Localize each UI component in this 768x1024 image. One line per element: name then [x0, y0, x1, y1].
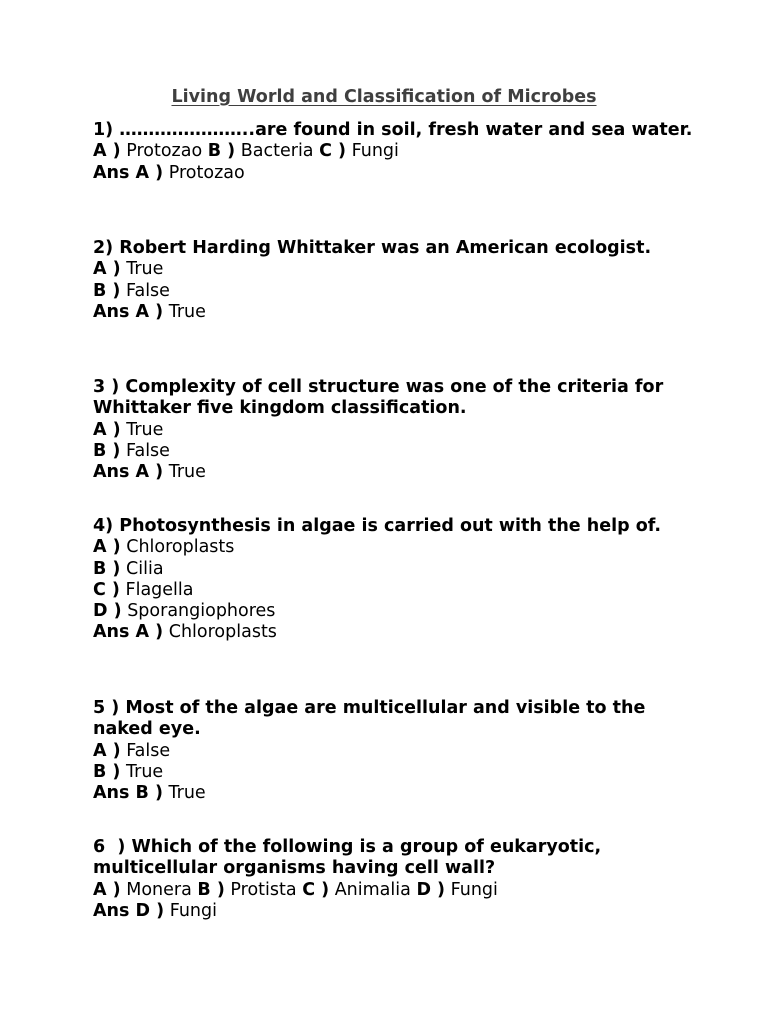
option-value: Protista [230, 879, 297, 900]
question-text: 5 ) Most of the algae are multicellular and visible to the naked eye. [93, 698, 652, 740]
option-value: Fungi [450, 879, 498, 900]
option-value: Fungi [351, 141, 399, 162]
document-title: Living World and Classification of Microbes [171, 87, 597, 107]
answer-value: True [168, 462, 206, 483]
question-text: 3 ) Complexity of cell structure was one of the criteria for Whittaker five kingdom classification. [93, 377, 670, 419]
answer-line [93, 622, 693, 643]
option-key: A ) [93, 419, 121, 440]
answer-line [93, 163, 693, 184]
option-key: A ) [93, 259, 121, 280]
option-value: Protozao [126, 141, 203, 162]
option-line [93, 559, 693, 580]
option-value: Flagella [125, 579, 194, 600]
option-value: False [126, 280, 170, 301]
answer-key: Ans A ) [93, 301, 164, 322]
option-key: C ) [93, 579, 120, 600]
question-text: 1) …………………..are found in soil, fresh water and sea water. [93, 120, 693, 140]
option-value: False [126, 440, 170, 461]
option-key: B ) [197, 879, 225, 900]
option-line [93, 762, 693, 783]
answer-line [93, 462, 693, 483]
option-key: B ) [207, 141, 236, 162]
answer-line [93, 901, 693, 922]
question-6 [93, 837, 693, 922]
option-line [93, 281, 693, 302]
question-text: 4) Photosynthesis in algae is carried out with the help of. [93, 516, 662, 536]
option-key: A ) [93, 740, 121, 761]
option-key: A ) [93, 141, 121, 162]
option-value: Monera [126, 879, 192, 900]
question-4 [93, 516, 693, 644]
answer-key: Ans A ) [93, 162, 164, 183]
option-line [93, 441, 693, 462]
option-key: C ) [302, 879, 330, 900]
option-line [93, 880, 693, 901]
answer-line [93, 302, 693, 323]
option-line [93, 259, 693, 280]
question-1 [93, 120, 693, 184]
option-value: True [126, 761, 164, 782]
answer-key: Ans A ) [93, 462, 164, 483]
option-key: B ) [93, 440, 121, 461]
answer-line [93, 783, 693, 804]
option-value: Sporangiophores [127, 601, 276, 622]
option-line [93, 741, 693, 762]
question-5 [93, 698, 693, 804]
answer-value: True [168, 783, 206, 804]
question-text: 2) Robert Harding Whittaker was an American ecologist. [93, 238, 652, 258]
option-line [93, 537, 693, 558]
option-value: Cilia [126, 558, 164, 579]
option-key: B ) [93, 558, 121, 579]
answer-key: Ans A ) [93, 622, 164, 643]
option-value: False [126, 740, 171, 761]
answer-value: True [168, 301, 206, 322]
option-line [93, 580, 693, 601]
option-value: Animalia [334, 879, 411, 900]
option-key: D ) [416, 879, 446, 900]
option-key: B ) [93, 280, 121, 301]
option-value: Chloroplasts [126, 537, 235, 558]
option-value: Bacteria [240, 141, 314, 162]
option-line [93, 420, 693, 441]
option-line [93, 601, 693, 622]
option-key: D ) [93, 601, 122, 622]
answer-key: Ans B ) [93, 783, 163, 804]
option-value: True [126, 419, 164, 440]
answer-key: Ans D ) [93, 900, 165, 921]
question-2 [93, 238, 693, 323]
option-key: B ) [93, 761, 121, 782]
question-text: 6 ) Which of the following is a group of eukaryotic, multicellular organisms having cell wall? [93, 837, 608, 879]
option-value: True [126, 259, 164, 280]
answer-value: Chloroplasts [168, 622, 277, 643]
option-key: A ) [93, 879, 121, 900]
answer-value: Protozao [168, 162, 245, 183]
option-key: A ) [93, 537, 121, 558]
option-key: C ) [319, 141, 347, 162]
answer-value: Fungi [169, 900, 217, 921]
option-line [93, 141, 693, 162]
question-3 [93, 377, 693, 483]
